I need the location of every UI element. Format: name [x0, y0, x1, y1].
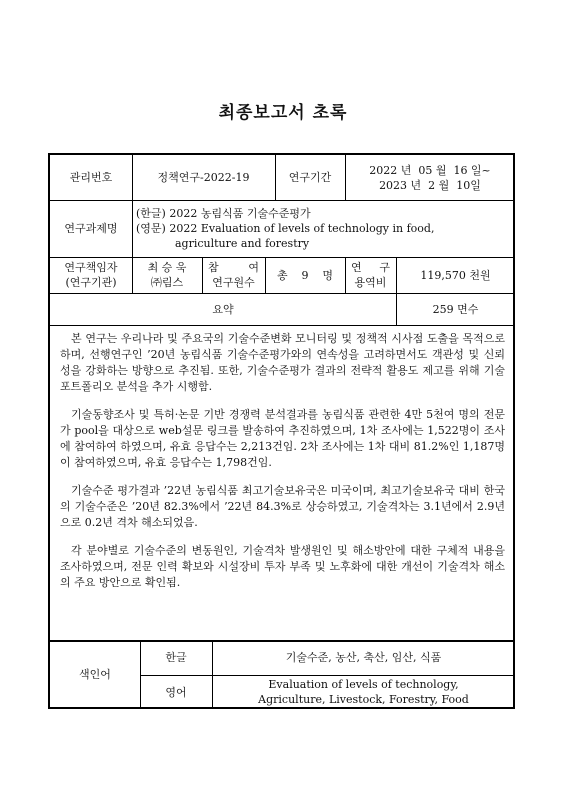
summary-body [60, 331, 505, 603]
keywords-en-line-2: Agriculture, Livestock, Forestry, Food [258, 693, 469, 706]
project-title-en-2: agriculture and forestry [175, 237, 310, 250]
keywords-en-value [212, 675, 515, 709]
participants-count: 9 [301, 268, 309, 282]
budget-label-b: 구 [379, 261, 390, 274]
budget-label-2: 용역비 [354, 276, 387, 289]
participants-label-2: 연구원수 [212, 276, 255, 289]
project-title-en-1: (영문) 2022 Evaluation of levels of technology in food, [136, 222, 435, 235]
participants-label [202, 257, 265, 293]
period-line-2: 2023 년 2 월 10일 [379, 178, 481, 192]
pi-value [132, 257, 202, 293]
pi-label-line-1: 연구책임자 [64, 261, 118, 274]
mgmt-value: 정책연구-2022-19 [157, 171, 250, 184]
row-divider [50, 325, 513, 326]
participants-value [265, 257, 345, 293]
keywords-label: 색인어 [79, 668, 111, 681]
keywords-en-line-1: Evaluation of levels of technology, [268, 678, 459, 691]
document-title: 최종보고서 초록 [218, 103, 348, 123]
pi-label [50, 257, 132, 293]
participants-label-b: 여 [248, 261, 259, 274]
budget-value: 119,570 천원 [420, 268, 491, 282]
participants-unit: 명 [322, 268, 333, 282]
summary-paragraph: 본 연구는 우리나라 및 주요국의 기술수준변화 모니터링 및 정책적 시사점 도출을 목적으로 하며, 선행연구인 ’20년 농림식품 기술수준평가와의 연속성을 고려하면서도 객관성 및 신뢰성을 강화하는 방향으로 추진됨. 또한, 기술수준평가 결과의 전략적 활용도 제고를 위해 기술포트폴리오 분석을 추가 시행함. [60, 332, 505, 393]
participants-label-a: 참 [208, 261, 219, 274]
summary-label: 요약 [212, 302, 234, 316]
period-line-1: 2022 년 05 월 16 일~ [369, 163, 491, 177]
keywords-en-label: 영어 [165, 685, 187, 699]
project-label: 연구과제명 [64, 222, 118, 235]
mgmt-label: 관리번호 [69, 171, 113, 184]
abstract-table [48, 153, 515, 709]
project-title-kr: (한글) 2022 농림식품 기술수준평가 [136, 207, 311, 220]
keywords-kr-value: 기술수준, 농산, 축산, 임산, 식품 [285, 651, 442, 664]
budget-label [345, 257, 396, 293]
period-label: 연구기간 [288, 171, 332, 184]
summary-paragraph: 각 분야별로 기술수준의 변동원인, 기술격차 발생원인 및 해소방안에 대한 구체적 내용을 조사하였으며, 전문 인력 확보와 시설장비 투자 부족 및 노후화에 대한 개선이 기술격차 해소의 주요 방안으로 확인됨. [60, 544, 505, 589]
summary-paragraph: 기술수준 평가결과 ’22년 농림식품 최고기술보유국은 미국이며, 최고기술보유국 대비 한국의 기술수준은 ’20년 82.3%에서 ’22년 84.3%로 상승하였고, 기술격차는 3.1년에서 2.9년으로 0.2년 격차 해소되었음. [60, 484, 505, 529]
keywords-kr-label: 한글 [165, 651, 187, 664]
budget-label-a: 연 [351, 261, 362, 274]
pi-org: ㈜림스 [150, 276, 184, 289]
project-title [132, 200, 515, 257]
participants-total: 총 [277, 268, 288, 282]
summary-paragraph: 기술동향조사 및 특허·논문 기반 경쟁력 분석결과를 농림식품 관련한 4만 5천여 명의 전문가 pool을 대상으로 web설문 링크를 발송하여 추진하였으며, 1차 조사에는 1,522명이 조사에 참여하여 하였으며, 유효 응답수는 2,213건임. 2차 조사에는 1차 대비 81.2%인 1,187명이 참여하였으며, 유효 응답수는 1,798건임. [60, 408, 505, 469]
pi-label-line-2: (연구기관) [65, 276, 117, 289]
page-count: 259 면수 [432, 302, 479, 316]
period-value [345, 155, 515, 200]
pi-name: 최 승 욱 [147, 261, 187, 274]
